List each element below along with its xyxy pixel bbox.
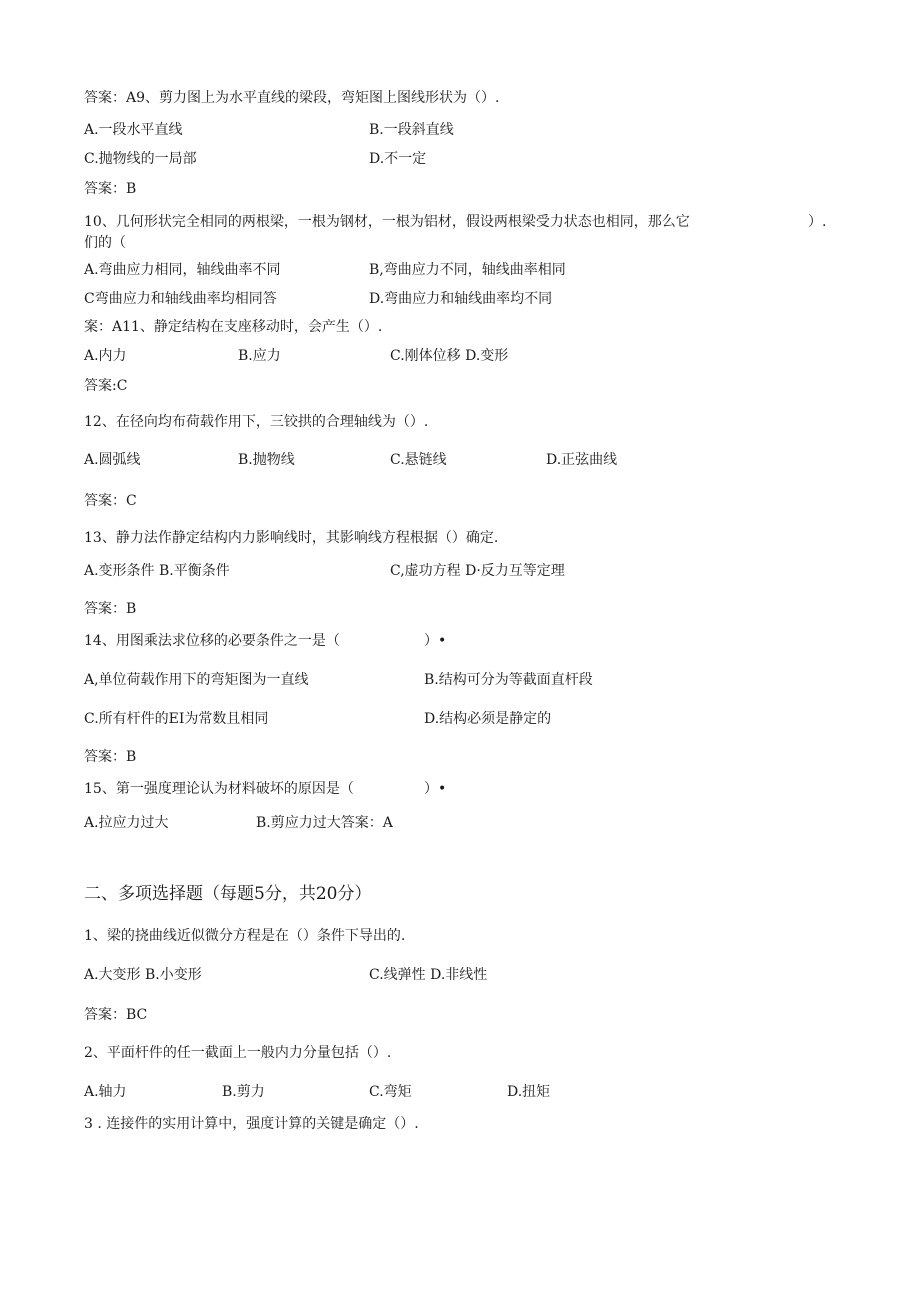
q9-option-a: A.一段水平直线 (84, 122, 183, 138)
multi-q2-option-c: C.弯矩 (369, 1084, 412, 1100)
q10-option-d: D.弯曲应力和轴线曲率均不同 (369, 291, 553, 307)
question-10-continued: 们的（ (84, 235, 126, 251)
multi-question-3: 3 . 连接件的实用计算中，强度计算的关键是确定（）. (84, 1116, 419, 1132)
multi-q1-answer: 答案：BC (84, 1007, 148, 1023)
question-15: 15、第一强度理论认为材料破坏的原因是（ (84, 781, 354, 797)
multi-q1-option-cd: C.线弹性 D.非线性 (369, 967, 488, 983)
q11-option-a: A.内力 (84, 348, 127, 364)
answer-10-and-question-11: 案：A11、静定结构在支座移动时，会产生（）. (84, 319, 383, 335)
question-15-end: ）• (424, 781, 447, 797)
multi-q2-option-b: B.剪力 (222, 1084, 265, 1100)
q11-answer: 答案:C (84, 378, 128, 394)
q12-option-c: C.悬链线 (390, 452, 447, 468)
multi-q1-option-ab: A.大变形 B.小变形 (84, 967, 202, 983)
q14-option-b: B.结构可分为等截面直杆段 (424, 672, 593, 688)
q9-option-c: C.抛物线的一局部 (84, 151, 197, 167)
multi-q2-option-d: D.扭矩 (507, 1084, 551, 1100)
q11-option-b: B.应力 (238, 348, 281, 364)
multi-question-2: 2、平面杆件的任一截面上一般内力分量包括（）. (84, 1045, 392, 1061)
question-10: 10、几何形状完全相同的两根梁，一根为钢材，一根为铝材，假设两根梁受力状态也相同，那么它 (84, 214, 690, 230)
q12-option-d: D.正弦曲线 (546, 452, 618, 468)
q11-option-cd: C.刚体位移 D.变形 (390, 348, 509, 364)
q15-option-a: A.拉应力过大 (84, 815, 169, 831)
q15-option-b-and-answer: B.剪应力过大答案：A (256, 815, 393, 831)
q10-option-b: B,弯曲应力不同，轴线曲率相同 (369, 262, 566, 278)
q9-option-d: D.不一定 (369, 151, 427, 167)
q10-option-a: A.弯曲应力相同，轴线曲率不同 (84, 262, 281, 278)
q14-answer: 答案：B (84, 749, 137, 765)
question-12: 12、在径向均布荷载作用下，三铰拱的合理轴线为（）. (84, 414, 429, 430)
question-14: 14、用图乘法求位移的必要条件之一是（ (84, 633, 340, 649)
q12-option-a: A.圆弧线 (84, 452, 141, 468)
q13-option-ab: A.变形条件 B.平衡条件 (84, 563, 230, 579)
q12-option-b: B.抛物线 (238, 452, 295, 468)
q10-option-c: C弯曲应力和轴线曲率均相同答 (84, 291, 277, 307)
q9-option-b: B.一段斜直线 (369, 122, 454, 138)
q14-option-c: C.所有杆件的EI为常数且相同 (84, 711, 269, 727)
q9-answer: 答案：B (84, 181, 137, 197)
section-heading-multiple-choice: 二、多项选择题（每题5分，共20分） (84, 884, 372, 904)
question-10-end: ）. (808, 214, 827, 230)
q13-answer: 答案：B (84, 601, 137, 617)
q12-answer: 答案：C (84, 493, 137, 509)
q14-option-d: D.结构必须是静定的 (424, 711, 552, 727)
multi-q2-option-a: A.轴力 (84, 1084, 127, 1100)
question-13: 13、静力法作静定结构内力影响线时，其影响线方程根据（）确定. (84, 530, 499, 546)
q14-option-a: A,单位荷载作用下的弯矩图为一直线 (84, 672, 309, 688)
q13-option-cd: C,虚功方程 D·反力互等定理 (390, 563, 565, 579)
multi-question-1: 1、梁的挠曲线近似微分方程是在（）条件下导出的. (84, 928, 406, 944)
answer-8-and-question-9: 答案：A9、剪力图上为水平直线的梁段，弯矩图上图线形状为（）. (84, 90, 500, 106)
question-14-end: ）• (424, 633, 447, 649)
